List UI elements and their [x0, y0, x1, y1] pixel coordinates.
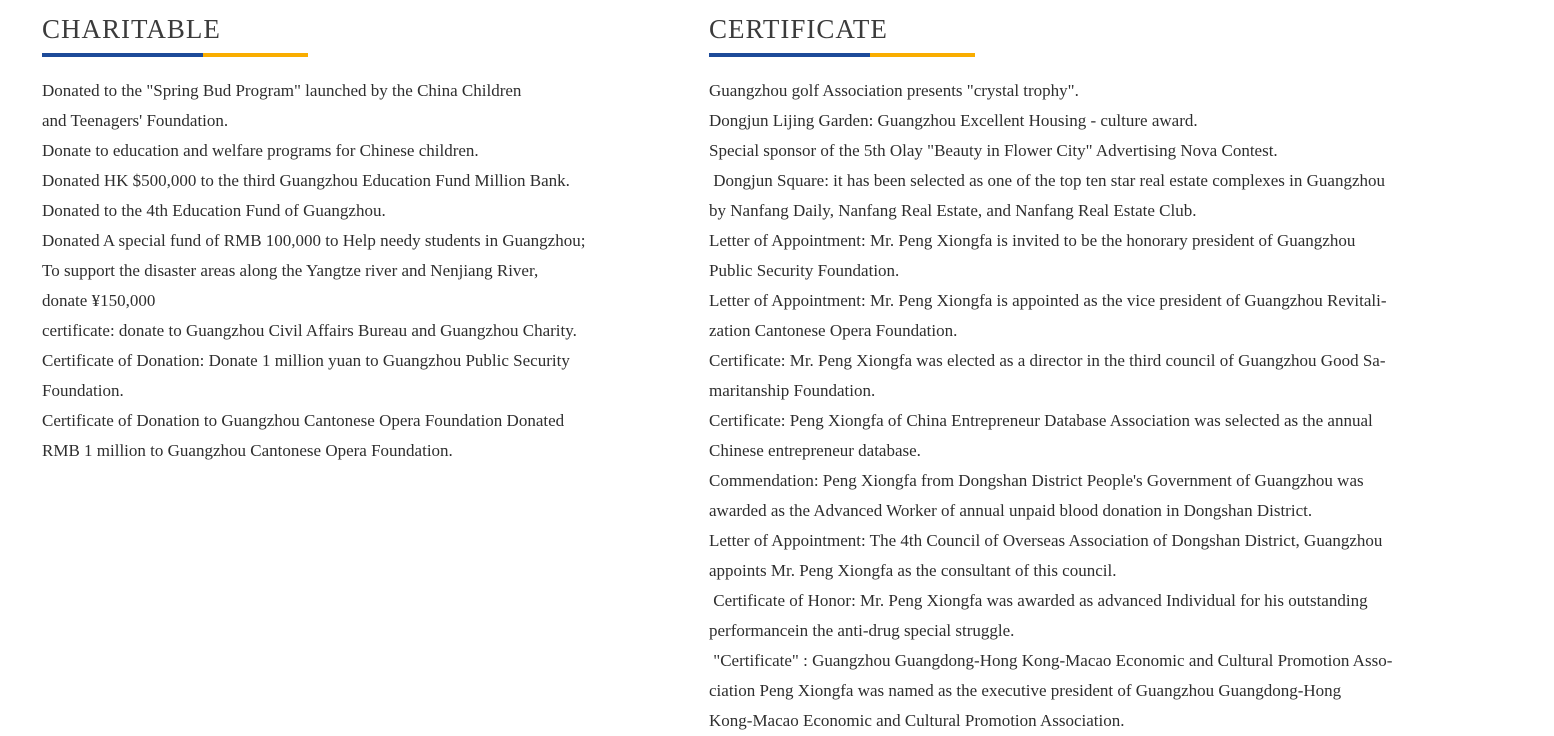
title-underline — [709, 53, 975, 57]
text-line: Chinese entrepreneur database. — [709, 441, 921, 460]
charitable-section-title: CHARITABLE — [42, 14, 221, 44]
text-line: To support the disaster areas along the Yangtze river and Nenjiang River, — [42, 261, 539, 280]
text-line: Donated to the 4th Education Fund of Guangzhou. — [42, 201, 386, 220]
text-line: donate ¥150,000 — [42, 291, 156, 310]
certificate-section — [709, 14, 1519, 736]
text-line: Guangzhou golf Association presents "crystal trophy". — [709, 81, 1079, 100]
text-line: appoints Mr. Peng Xiongfa as the consultant of this council. — [709, 561, 1117, 580]
text-line: Dongjun Square: it has been selected as one of the top ten star real estate complexes in Guangzhou — [709, 171, 1386, 190]
text-line: Donated to the "Spring Bud Program" launched by the China Children — [42, 81, 522, 100]
text-line: Letter of Appointment: Mr. Peng Xiongfa is appointed as the vice president of Guangzhou Revitali- — [709, 291, 1387, 310]
title-underline-blue-segment — [709, 53, 870, 57]
text-line: Certificate of Honor: Mr. Peng Xiongfa was awarded as advanced Individual for his outstanding — [709, 591, 1368, 610]
text-line: Certificate of Donation to Guangzhou Cantonese Opera Foundation Donated — [42, 411, 565, 430]
certificate-section-title: CERTIFICATE — [709, 14, 888, 44]
text-line: and Teenagers' Foundation. — [42, 111, 229, 130]
text-line: performancein the anti-drug special struggle. — [709, 621, 1015, 640]
text-line: Kong-Macao Economic and Cultural Promotion Association. — [709, 711, 1125, 730]
text-line: Dongjun Lijing Garden: Guangzhou Excellent Housing - culture award. — [709, 111, 1198, 130]
text-line: zation Cantonese Opera Foundation. — [709, 321, 958, 340]
text-line: Certificate: Peng Xiongfa of China Entrepreneur Database Association was selected as the annual — [709, 411, 1373, 430]
charitable-text-block — [42, 76, 692, 466]
text-line: RMB 1 million to Guangzhou Cantonese Opera Foundation. — [42, 441, 453, 460]
text-line: certificate: donate to Guangzhou Civil Affairs Bureau and Guangzhou Charity. — [42, 321, 577, 340]
text-line: Letter of Appointment: The 4th Council of Overseas Association of Dongshan District, Guangzhou — [709, 531, 1383, 550]
text-line: Special sponsor of the 5th Olay "Beauty in Flower City" Advertising Nova Contest. — [709, 141, 1278, 160]
text-line: by Nanfang Daily, Nanfang Real Estate, and Nanfang Real Estate Club. — [709, 201, 1197, 220]
text-line: Public Security Foundation. — [709, 261, 900, 280]
text-line: "Certificate" : Guangzhou Guangdong-Hong Kong-Macao Economic and Cultural Promotion Asso- — [709, 651, 1393, 670]
title-underline — [42, 53, 308, 57]
text-line: Certificate of Donation: Donate 1 million yuan to Guangzhou Public Security — [42, 351, 570, 370]
text-line: ciation Peng Xiongfa was named as the executive president of Guangzhou Guangdong-Hong — [709, 681, 1342, 700]
text-line: Letter of Appointment: Mr. Peng Xiongfa is invited to be the honorary president of Guangzhou — [709, 231, 1356, 250]
certificate-text-block — [709, 76, 1519, 736]
charitable-section — [42, 14, 692, 466]
text-line: Donated HK $500,000 to the third Guangzhou Education Fund Million Bank. — [42, 171, 570, 190]
text-line: Donate to education and welfare programs for Chinese children. — [42, 141, 479, 160]
title-underline-orange-segment — [203, 53, 308, 57]
title-underline-orange-segment — [870, 53, 975, 57]
title-underline-blue-segment — [42, 53, 203, 57]
text-line: Foundation. — [42, 381, 124, 400]
text-line: Certificate: Mr. Peng Xiongfa was elected as a director in the third council of Guangzhou Good Sa- — [709, 351, 1386, 370]
text-line: awarded as the Advanced Worker of annual unpaid blood donation in Dongshan District. — [709, 501, 1313, 520]
text-line: Donated A special fund of RMB 100,000 to Help needy students in Guangzhou; — [42, 231, 586, 250]
text-line: maritanship Foundation. — [709, 381, 876, 400]
text-line: Commendation: Peng Xiongfa from Dongshan District People's Government of Guangzhou was — [709, 471, 1364, 490]
